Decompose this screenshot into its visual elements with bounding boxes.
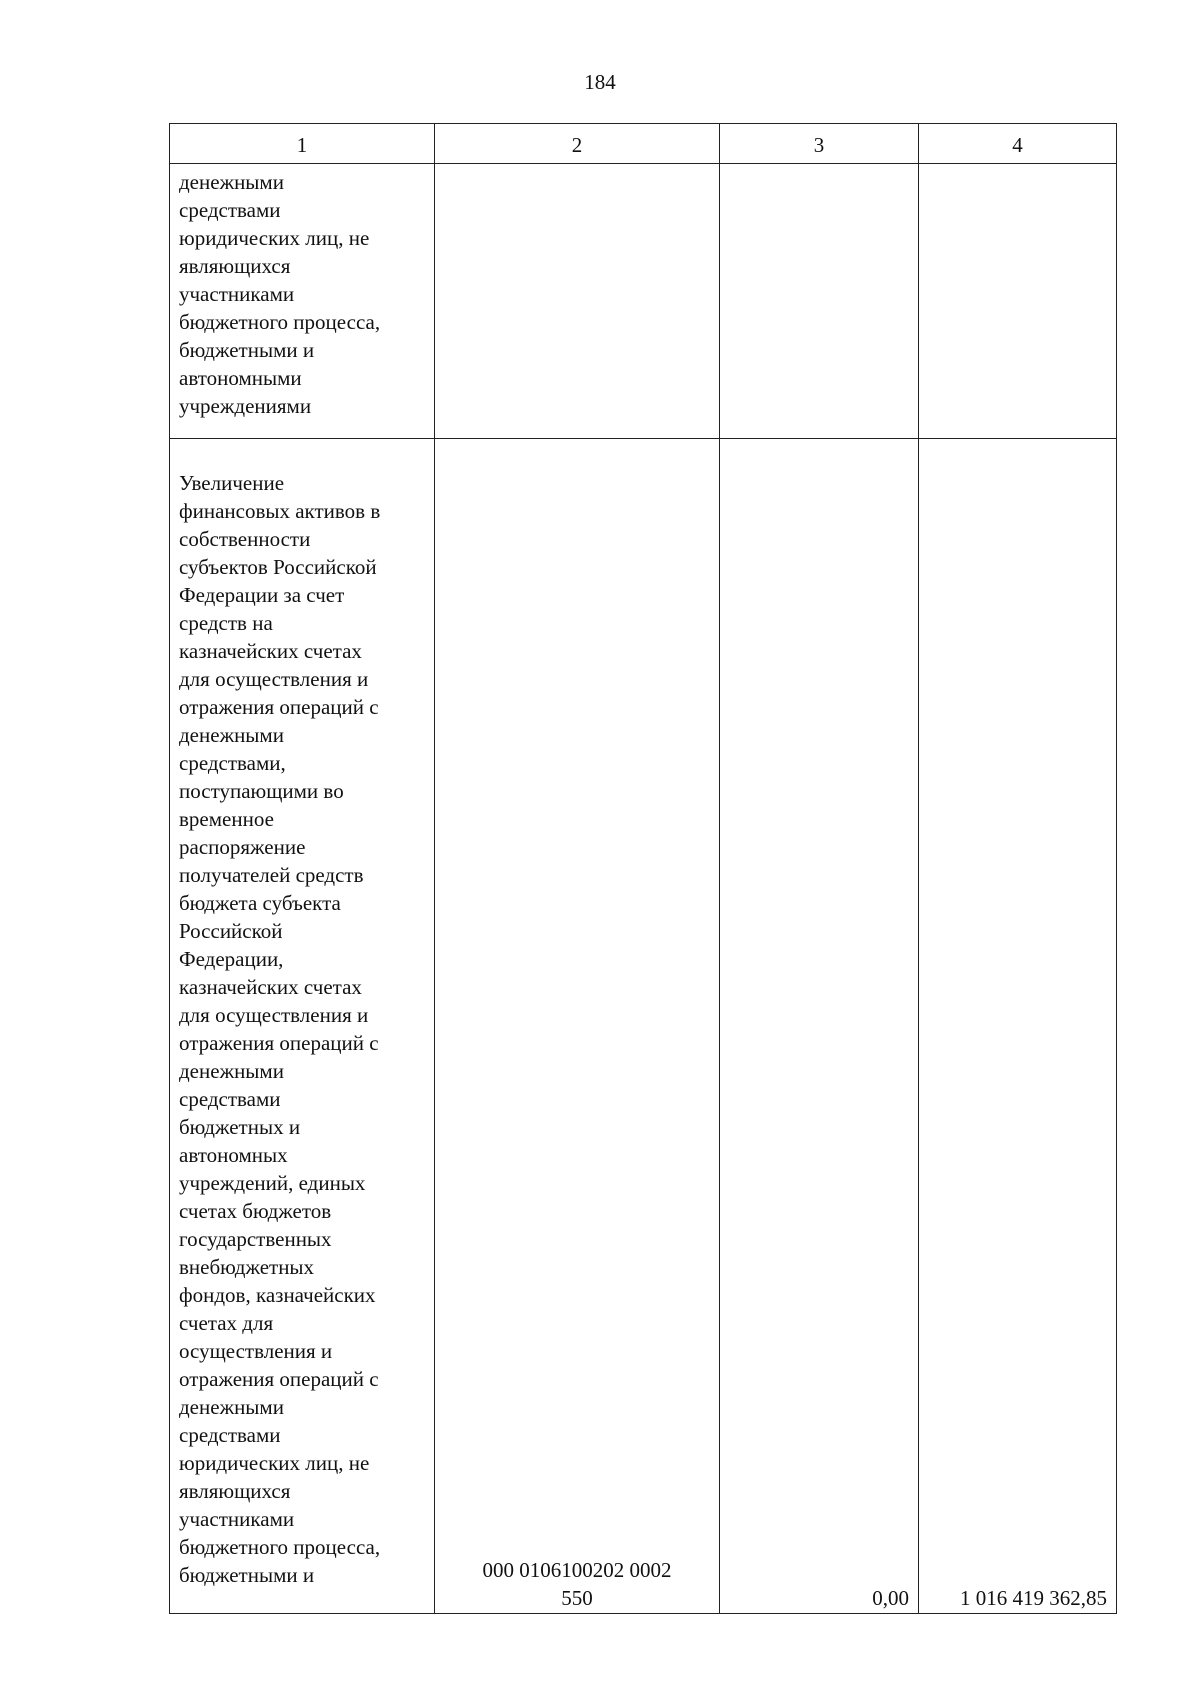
- column-header-4: 4: [919, 124, 1117, 164]
- row-value-col3: [720, 164, 919, 439]
- row-value-col4: 1 016 419 362,85: [919, 439, 1117, 1614]
- table-row: [170, 439, 1117, 1614]
- column-header-1: 1: [170, 124, 435, 164]
- column-header-3: 3: [720, 124, 919, 164]
- row-code: 000 0106100202 0002 550: [435, 439, 720, 1614]
- row-value-col4: [919, 164, 1117, 439]
- row-value-col3: 0,00: [720, 439, 919, 1614]
- table-row: [170, 164, 1117, 439]
- column-header-2: 2: [435, 124, 720, 164]
- row-description: денежными средствами юридических лиц, не являющихся участниками бюджетного процесса, бюджетными и автономными учреждениями: [170, 164, 435, 439]
- row-description: Увеличение финансовых активов в собственности субъектов Российской Федерации за счет средств на казначейских счетах для осуществления и отражения операций с денежными средствами, поступающими во временное распоряжение получателей средств бюджета субъекта Российской Федерации, казначейских счетах для осуществления и отражения операций с денежными средствами бюджетных и автономных учреждений, единых счетах бюджетов государственных внебюджетных фондов, казначейских счетах для осуществления и отражения операций с денежными средствами юридических лиц, не являющихся участниками бюджетного процесса, бюджетными и: [170, 439, 435, 1614]
- page-number: 184: [584, 70, 616, 94]
- table-header-row: [170, 124, 1117, 164]
- row-code: [435, 164, 720, 439]
- budget-table: [169, 123, 1117, 1614]
